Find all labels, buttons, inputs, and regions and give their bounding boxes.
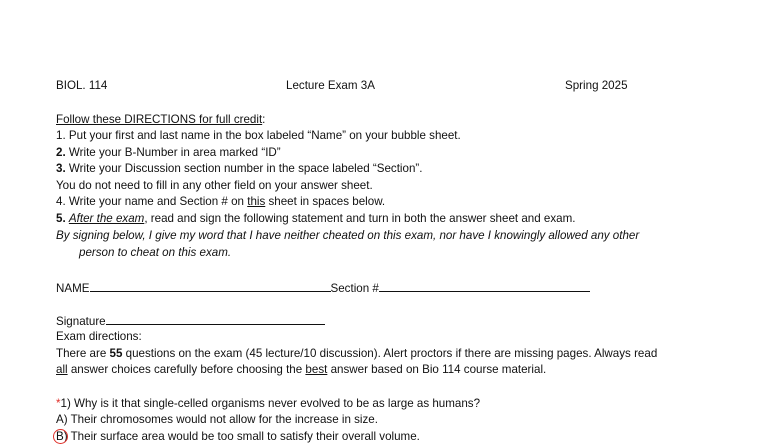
direction-item-4-pre: Write your name and Section # on [68, 195, 248, 208]
course-code: BIOL. 114 [56, 79, 108, 92]
name-blank[interactable] [90, 279, 331, 292]
name-label: NAME [56, 282, 90, 295]
section-blank[interactable] [379, 279, 590, 292]
direction-item-2 [56, 145, 281, 161]
exam-directions-line-2-mid: answer choices carefully before choosing the [67, 363, 306, 376]
direction-item-4-emph: this [247, 195, 266, 208]
honor-statement-line-1: By signing below, I give my word that I have neither cheated on this exam, nor have I knowingly allowed any other [56, 229, 640, 242]
exam-directions-line-2-post: answer based on Bio 114 course material. [327, 363, 547, 376]
exam-directions-line-1 [56, 346, 657, 362]
direction-item-3-num: 3. [56, 162, 66, 175]
question-1-text: 1) Why is it that single-celled organisms never evolved to be as large as humans? [60, 396, 481, 410]
direction-item-2-num: 2. [56, 145, 66, 159]
direction-item-4 [56, 194, 385, 210]
emph-best: best [305, 363, 328, 376]
signature-row [56, 312, 325, 330]
direction-item-1-text: Put your first and last name in the box labeled “Name” on your bubble sheet. [68, 129, 461, 142]
direction-item-5-emph: After the exam [68, 211, 145, 225]
direction-item-1-num: 1. [56, 129, 66, 142]
emph-all: all [56, 363, 68, 376]
section-label: Section # [330, 282, 379, 295]
exam-title: Lecture Exam 3A [286, 79, 375, 92]
answer-circle-mark [53, 429, 68, 444]
direction-item-4-post: sheet in spaces below. [265, 195, 386, 208]
question-1-choice-a[interactable]: A) Their chromosomes would not allow for the increase in size. [56, 413, 378, 426]
exam-directions-line-1-post: questions on the exam (45 lecture/10 discussion). Alert proctors if there are missing pages. Always read [122, 346, 658, 360]
direction-item-5-num: 5. [56, 211, 66, 225]
direction-item-5 [56, 211, 575, 227]
question-count: 55 [109, 346, 123, 360]
directions-note: You do not need to fill in any other field on your answer sheet. [56, 178, 373, 192]
signature-label: Signature [56, 315, 106, 328]
honor-statement-line-2: person to cheat on this exam. [79, 245, 232, 259]
directions-heading-colon: : [262, 113, 266, 126]
question-1-star: * [56, 396, 61, 410]
exam-directions-heading: Exam directions: [56, 330, 142, 343]
directions-heading [56, 112, 265, 128]
directions-heading-text: Follow these DIRECTIONS for full credit [56, 113, 263, 126]
exam-term: Spring 2025 [565, 79, 628, 92]
signature-blank[interactable] [106, 312, 325, 325]
question-1-choice-b[interactable]: B) Their surface area would be too small to satisfy their overall volume. [56, 429, 420, 443]
question-1-prompt [56, 396, 480, 412]
name-section-row [56, 279, 590, 297]
direction-item-4-num: 4. [56, 195, 66, 208]
direction-item-2-text: Write your B-Number in area marked “ID” [68, 145, 281, 159]
direction-item-1 [56, 128, 461, 144]
direction-item-3 [56, 161, 422, 177]
exam-directions-line-2 [56, 362, 546, 378]
direction-item-5-post: , read and sign the following statement and turn in both the answer sheet and exam. [144, 211, 576, 225]
exam-directions-line-1-pre: There are [56, 346, 110, 360]
direction-item-3-text: Write your Discussion section number in the space labeled “Section”. [68, 162, 423, 175]
